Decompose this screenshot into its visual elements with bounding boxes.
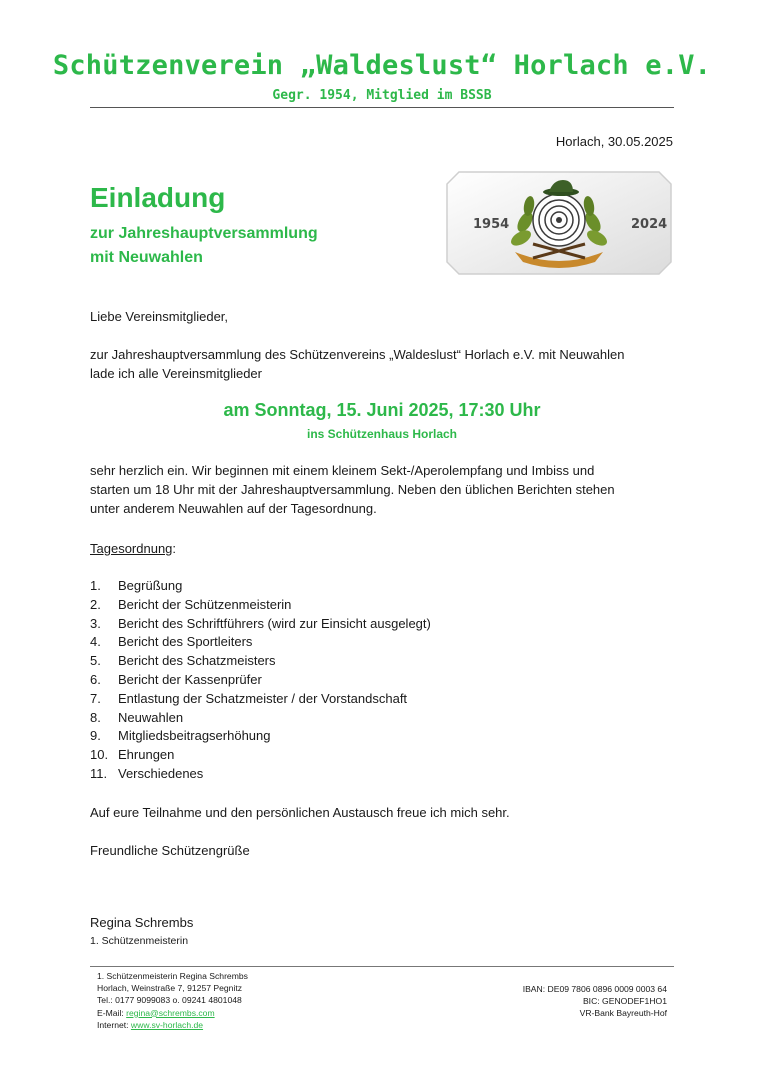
agenda-item-number: 11. [90, 765, 108, 781]
salutation: Liebe Vereinsmitglieder, [90, 309, 229, 324]
agenda-item [90, 596, 431, 615]
club-subtitle: Gegr. 1954, Mitglied im BSSB [272, 88, 492, 103]
event-date-time: am Sonntag, 15. Juni 2025, 17:30 Uhr [223, 400, 541, 420]
agenda-item-text: Begrüßung [118, 578, 183, 593]
footer-email-row: E-Mail: regina@schrembs.com [97, 1007, 215, 1018]
signer-role: 1. Schützenmeisterin [90, 935, 189, 947]
footer-bic: BIC: GENODEF1HO1 [582, 996, 667, 1007]
agenda-item-text: Bericht der Kassenprüfer [118, 671, 262, 687]
agenda-list [90, 577, 431, 784]
target-icon [533, 194, 585, 246]
greeting: Freundliche Schützengrüße [90, 843, 250, 858]
footer-contact-line-3: Tel.: 0177 9099083 o. 09241 4801048 [97, 995, 242, 1006]
intro-line-2: lade ich alle Vereinsmitglieder [90, 366, 262, 381]
body-line-1: sehr herzlich ein. Wir beginnen mit einem kleinem Sekt-/Aperolempfang und Imbiss und [90, 463, 595, 478]
logo-year-right: 2024 [631, 217, 668, 232]
logo-year-left: 1954 [473, 217, 510, 232]
subtitle-line-1: zur Jahreshauptversammlung [90, 225, 318, 242]
agenda-item-number: 3. [90, 615, 101, 631]
place-date: Horlach, 30.05.2025 [555, 134, 673, 149]
agenda-item-text: Entlastung der Schatzmeister / der Vorstandschaft [118, 690, 408, 706]
page-title: Einladung [90, 182, 226, 213]
agenda-item [90, 765, 431, 784]
agenda-item-text: Bericht des Sportleiters [118, 634, 253, 650]
agenda-item [90, 727, 431, 746]
body-line-2: starten um 18 Uhr mit der Jahreshauptversammlung. Neben den üblichen Berichten stehen [90, 482, 615, 497]
website-link[interactable]: www.sv-horlach.de [130, 1019, 204, 1030]
page-subtitle [90, 222, 318, 270]
event-place: ins Schützenhaus Horlach [306, 427, 458, 441]
body-line-3: unter anderem Neuwahlen auf der Tagesordnung. [90, 501, 377, 516]
agenda-item-number: 2. [90, 596, 101, 612]
body-paragraph [90, 461, 680, 518]
header-divider [90, 107, 674, 108]
agenda-item-text: Ehrungen [118, 747, 175, 763]
anniversary-logo [445, 170, 673, 276]
footer-contact-line-1: 1. Schützenmeisterin Regina Schrembs [97, 971, 248, 981]
agenda-item [90, 652, 431, 671]
agenda-item-number: 9. [90, 728, 101, 744]
agenda-item-number: 5. [90, 653, 101, 669]
footer-bank [523, 983, 667, 1020]
agenda-item [90, 633, 431, 652]
agenda-item-text: Bericht des Schatzmeisters [118, 653, 276, 669]
footer-contact [97, 970, 248, 1031]
agenda-heading: Tagesordnung: [90, 541, 177, 556]
agenda-item-number: 6. [90, 671, 101, 687]
agenda-item-number: 4. [90, 634, 101, 650]
agenda-item-text: Bericht der Schützenmeisterin [118, 596, 292, 612]
agenda-item-number: 7. [90, 690, 101, 706]
club-name: Schützenverein „Waldeslust“ Horlach e.V. [52, 50, 712, 81]
agenda-item [90, 671, 431, 690]
intro-paragraph [90, 345, 680, 383]
agenda-item-text: Verschiedenes [118, 765, 204, 781]
signer-name: Regina Schrembs [90, 915, 194, 930]
intro-line-1: zur Jahreshauptversammlung des Schützenvereins „Waldeslust“ Horlach e.V. mit Neuwahlen [90, 347, 625, 362]
footer-divider [90, 966, 674, 967]
footer-contact-line-2: Horlach, Weinstraße 7, 91257 Pegnitz [97, 983, 243, 994]
subtitle-line-2: mit Neuwahlen [90, 249, 203, 266]
agenda-item [90, 577, 431, 596]
closing-sentence: Auf eure Teilnahme und den persönlichen Austausch freue ich mich sehr. [90, 805, 510, 820]
email-link[interactable]: regina@schrembs.com [126, 1007, 215, 1018]
agenda-item-text: Bericht des Schriftführers (wird zur Einsicht ausgelegt) [118, 615, 431, 631]
footer-bank-name: VR-Bank Bayreuth-Hof [579, 1008, 667, 1019]
footer-web-row: Internet: www.sv-horlach.de [97, 1019, 204, 1030]
footer-iban: IBAN: DE09 7806 0896 0009 0003 64 [522, 984, 667, 994]
agenda-item-number: 8. [90, 709, 101, 725]
agenda-item-text: Mitgliedsbeitragserhöhung [118, 728, 271, 744]
agenda-item-number: 10. [90, 747, 109, 763]
agenda-item [90, 690, 431, 709]
agenda-item [90, 746, 431, 765]
agenda-item [90, 615, 431, 634]
agenda-item-text: Neuwahlen [118, 709, 184, 725]
agenda-item-number: 1. [90, 578, 101, 593]
agenda-item [90, 709, 431, 728]
